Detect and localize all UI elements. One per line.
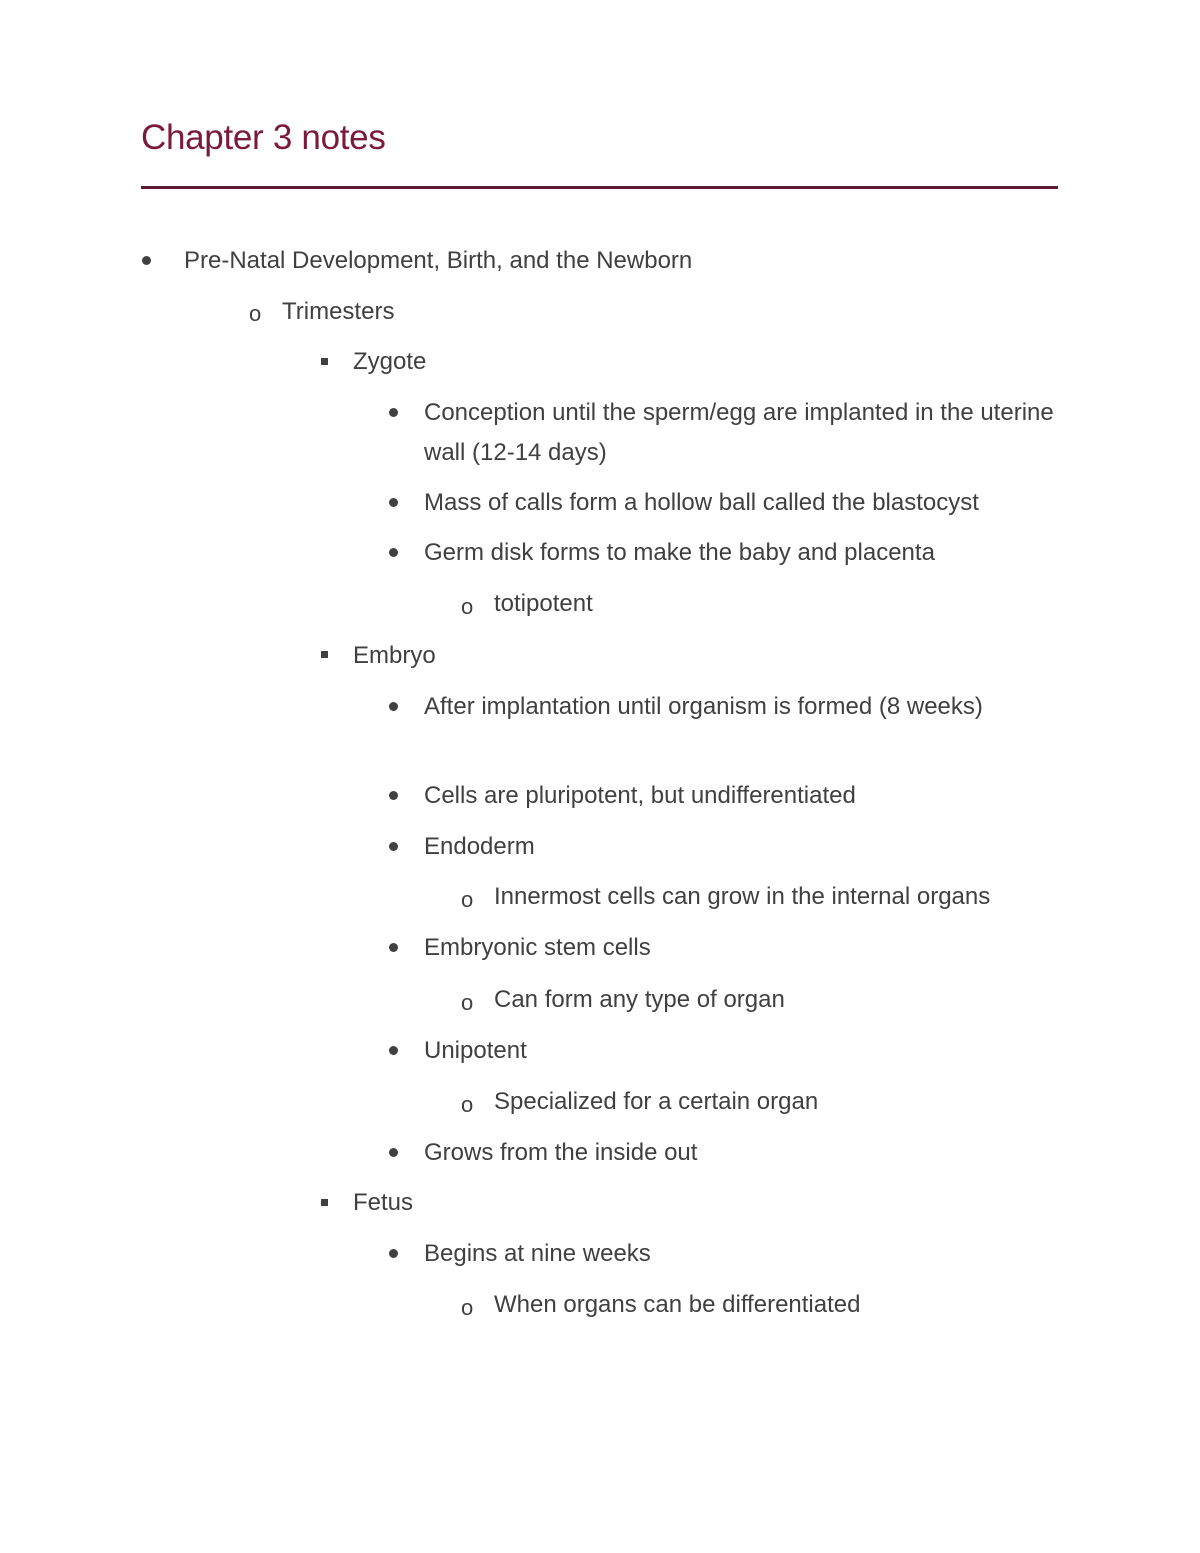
- list-item-text: Pre-Natal Development, Birth, and the Newborn: [184, 247, 693, 274]
- square-bullet-icon: [321, 651, 328, 658]
- list-item: [353, 1183, 1043, 1223]
- list-item: [424, 533, 1064, 573]
- list-item: [424, 928, 1064, 968]
- bullet-dot-icon: [389, 548, 398, 557]
- circle-bullet-icon: o: [461, 990, 474, 1015]
- list-item: [424, 483, 1064, 523]
- list-item: [424, 393, 1064, 473]
- list-item-text: totipotent: [494, 590, 593, 617]
- list-item: [494, 584, 1064, 624]
- bullet-dot-icon: [389, 408, 398, 417]
- list-item-text: Cells are pluripotent, but undifferentiated: [424, 782, 856, 809]
- bullet-dot-icon: [389, 1148, 398, 1157]
- square-bullet-icon: [321, 358, 328, 365]
- bullet-dot-icon: [389, 1249, 398, 1258]
- list-item: [424, 776, 1064, 816]
- circle-bullet-icon: o: [249, 301, 262, 326]
- list-item-text: After implantation until organism is formed (8 weeks): [424, 693, 983, 720]
- list-item: [494, 1285, 1064, 1325]
- circle-bullet-icon: o: [461, 1295, 474, 1320]
- list-item-text: Endoderm: [424, 833, 535, 860]
- list-item: [282, 292, 1042, 332]
- list-item-text: Specialized for a certain organ: [494, 1088, 819, 1115]
- list-item-text: Embryonic stem cells: [424, 934, 651, 961]
- list-item: [494, 1082, 1064, 1122]
- list-item-text: Embryo: [353, 642, 436, 669]
- list-item-text: Conception until the sperm/egg are implanted in the uterine wall (12-14 days): [424, 399, 1054, 466]
- bullet-dot-icon: [389, 1046, 398, 1055]
- circle-bullet-icon: o: [461, 887, 474, 912]
- bullet-dot-icon: [389, 702, 398, 711]
- bullet-dot-icon: [389, 791, 398, 800]
- list-item: [494, 877, 1064, 917]
- list-item-text: Can form any type of organ: [494, 986, 785, 1013]
- list-item: [424, 1234, 1064, 1274]
- square-bullet-icon: [321, 1199, 328, 1206]
- bullet-dot-icon: [389, 842, 398, 851]
- list-item-text: Germ disk forms to make the baby and placenta: [424, 539, 935, 566]
- list-item-text: Unipotent: [424, 1037, 527, 1064]
- list-item: [184, 241, 1044, 281]
- list-item-text: Begins at nine weeks: [424, 1240, 651, 1267]
- list-item: [424, 687, 1024, 727]
- bullet-dot-icon: [389, 498, 398, 507]
- page-title: Chapter 3 notes: [141, 118, 386, 157]
- list-item: [494, 980, 1064, 1020]
- list-item-text: Grows from the inside out: [424, 1139, 698, 1166]
- list-item: [424, 827, 1064, 867]
- list-item: [424, 1133, 1064, 1173]
- list-item: [353, 636, 1043, 676]
- bullet-dot-icon: [142, 256, 151, 265]
- bullet-dot-icon: [389, 943, 398, 952]
- list-item: [353, 342, 1043, 382]
- list-item-text: When organs can be differentiated: [494, 1291, 861, 1318]
- list-item-text: Zygote: [353, 348, 427, 375]
- list-item: [424, 1031, 1064, 1071]
- list-item-text: Innermost cells can grow in the internal organs: [494, 883, 991, 910]
- circle-bullet-icon: o: [461, 594, 474, 619]
- title-divider: [141, 186, 1058, 189]
- circle-bullet-icon: o: [461, 1092, 474, 1117]
- list-item-text: Mass of calls form a hollow ball called the blastocyst: [424, 489, 979, 516]
- list-item-text: Trimesters: [282, 298, 395, 325]
- list-item-text: Fetus: [353, 1189, 414, 1216]
